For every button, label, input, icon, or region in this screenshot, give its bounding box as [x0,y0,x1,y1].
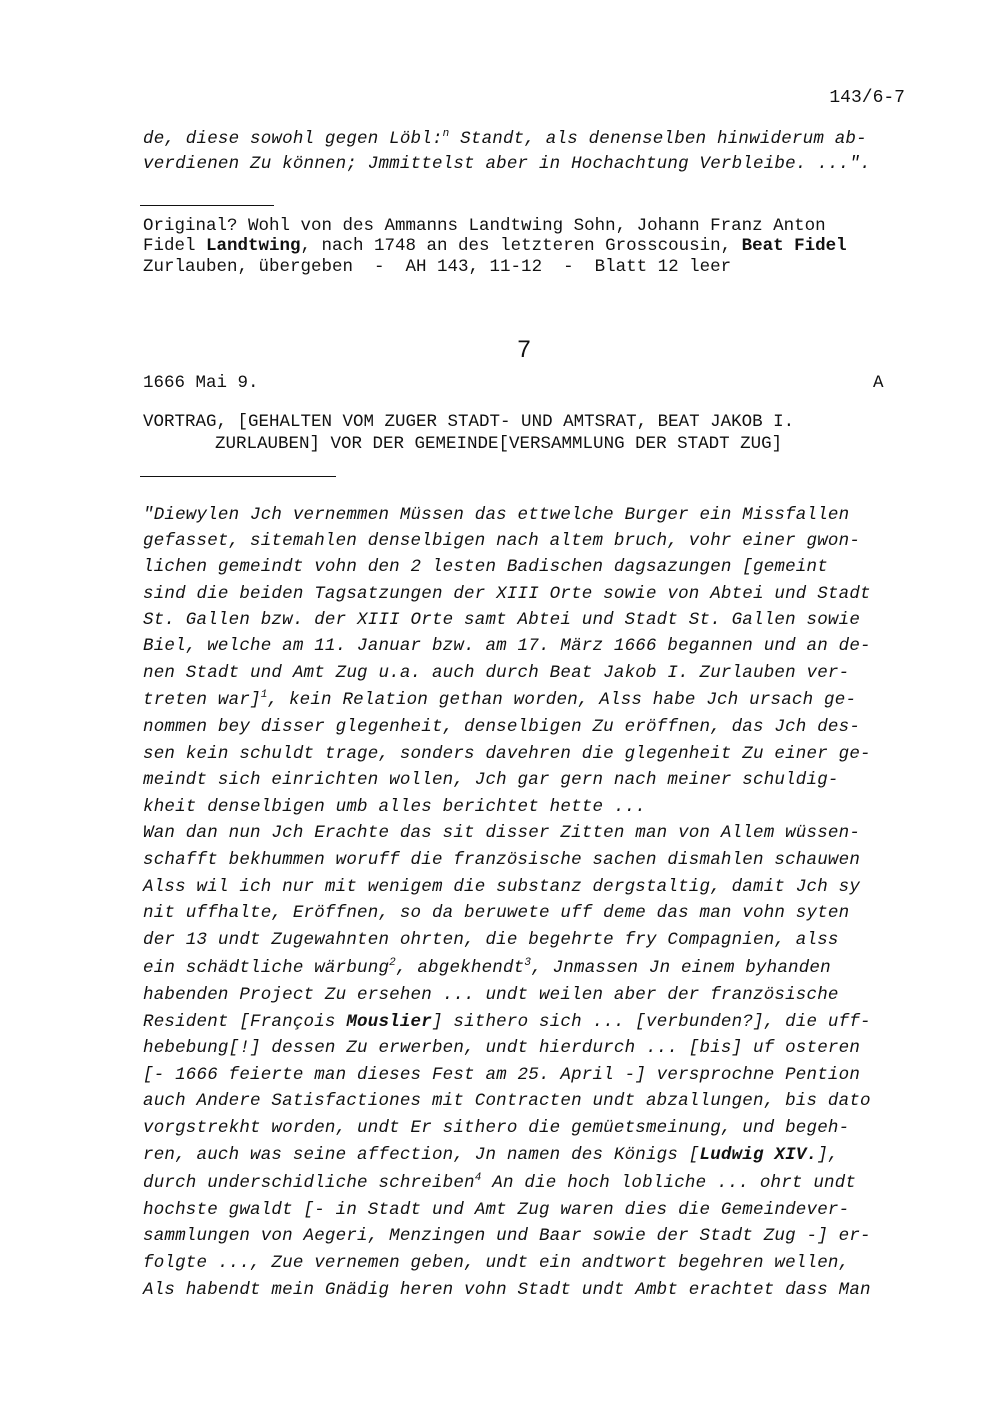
body-line: auch Andere Satisfactiones mit Contracten undt abzallungen, bis dato [143,1091,871,1111]
body-line: [- 1666 feierte man dieses Fest am 25. April -] versprochne Pention [143,1065,861,1085]
body-line: Alss wil ich nur mit wenigem die substanz dergstaltig, damit Jch sy [143,877,861,897]
body-line: ein schädtliche wärbung$^2$, abgekhendt$^3$, Jnmassen Jn einem byhanden [143,957,831,978]
body-line: nit uffhalte, Eröffnen, so da beruwete uff deme das man vohn syten [143,903,850,923]
note-divider [140,205,274,206]
note-line-3: Zurlauben, übergeben - AH 143, 11-12 - Blatt 12 leer [143,257,732,277]
body-line: Biel, welche am 11. Januar bzw. am 17. März 1666 begannen und an de- [143,636,871,656]
footnote-ref-2: 2 [389,957,396,969]
previous-doc-line-2: verdienen Zu können; Jmmittelst aber in Hochachtung Verbleibe. ...". [143,154,871,174]
body-line: durch underschidliche schreiben$^4$ An die hoch lobliche ... ohrt undt [143,1172,857,1193]
body-line: lichen gemeindt vohn den 2 lesten Badischen dagsazungen [gemeint [143,557,828,577]
body-line: meindt sich einrichten wollen, Jch gar gern nach meiner schuldig- [143,770,839,790]
body-line: kheit denselbigen umb alles berichtet hette ... [143,797,646,817]
footnote-ref-4: 4 [474,1172,482,1184]
body-line: hebebung[!] dessen Zu erwerben, undt hierdurch ... [bis] uf osteren [143,1038,861,1058]
footnote-ref-3: 3 [524,957,532,969]
body-line: gefasset, sitemahlen denselbigen nach altem bruch, vohr einer gwon- [143,531,861,551]
body-line: nen Stadt und Amt Zug u.a. auch durch Beat Jakob I. Zurlauben ver- [143,663,850,683]
title-divider [140,476,336,477]
body-line: hochste gwaldt [- in Stadt und Amt Zug waren dies die Gemeindever- [143,1200,850,1220]
body-line: treten war]$^1$, kein Relation gethan worden, Alss habe Jch ursach ge- [143,689,857,710]
king-name-bold: Ludwig XIV. [699,1145,818,1165]
body-line: "Diewylen Jch vernemmen Müssen das ettwelche Burger ein Missfallen [143,505,850,525]
page-number: 143/6-7 [829,88,905,108]
document-title-line-2: ZURLAUBEN] VOR DER GEMEINDE[VERSAMMLUNG DER STADT ZUG] [215,434,783,454]
body-line: Als habendt mein Gnädig heren vohn Stadt undt Ambt erachtet dass Man [143,1280,871,1300]
body-line: Resident [François Mouslier] sithero sich ... [verbunden?], die uff- [143,1012,871,1032]
document-grade: A [873,373,884,393]
body-line: sammlungen von Aegeri, Menzingen und Baar sowie der Stadt Zug -] er- [143,1226,871,1246]
previous-doc-line-1: de, diese sowohl gegen Löbl:$^n$ Standt, als denenselben hinwiderum ab- [143,128,867,149]
body-line: sind die beiden Tagsatzungen der XIII Orte sowie von Abtei und Stadt [143,584,871,604]
body-line: habenden Project Zu ersehen ... undt weilen aber der französische [143,985,839,1005]
note-line-1: Original? Wohl von des Ammanns Landtwing Sohn, Johann Franz Anton [143,216,826,236]
body-line: St. Gallen bzw. der XIII Orte samt Abtei und Stadt St. Gallen sowie [143,610,861,630]
document-title-line-1: VORTRAG, [GEHALTEN VOM ZUGER STADT- UND AMTSRAT, BEAT JAKOB I. [143,412,795,432]
person-name-bold: Mouslier [346,1012,432,1032]
footnote-ref-1: 1 [260,689,268,701]
body-line: vorgstrekht worden, undt Er sithero die gemüetsmeinung, und begeh- [143,1118,850,1138]
body-line: schafft bekhummen woruff die französische sachen dismahlen schauwen [143,850,861,870]
body-line: folgte ..., Zue vernemen geben, undt ein andtwort begehren wellen, [143,1253,850,1273]
body-line: sen kein schuldt trage, sonders davehren die glegenheit Zu einer ge- [143,744,871,764]
body-line: der 13 undt Zugewahnten ohrten, die begehrte fry Compagnien, alss [143,930,839,950]
body-line: nommen bey disser glegenheit, denselbigen Zu eröffnen, das Jch des- [143,717,861,737]
superscript-n: n [442,128,450,140]
note-line-2: Fidel Landtwing, nach 1748 an des letzteren Grosscousin, Beat Fidel [143,236,847,256]
body-line: Wan dan nun Jch Erachte das sit disser Zitten man von Allem wüssen- [143,823,861,843]
document-number: 7 [517,336,531,363]
body-line: ren, auch was seine affection, Jn namen des Königs [Ludwig XIV.], [143,1145,839,1165]
document-date: 1666 Mai 9. [143,373,259,393]
